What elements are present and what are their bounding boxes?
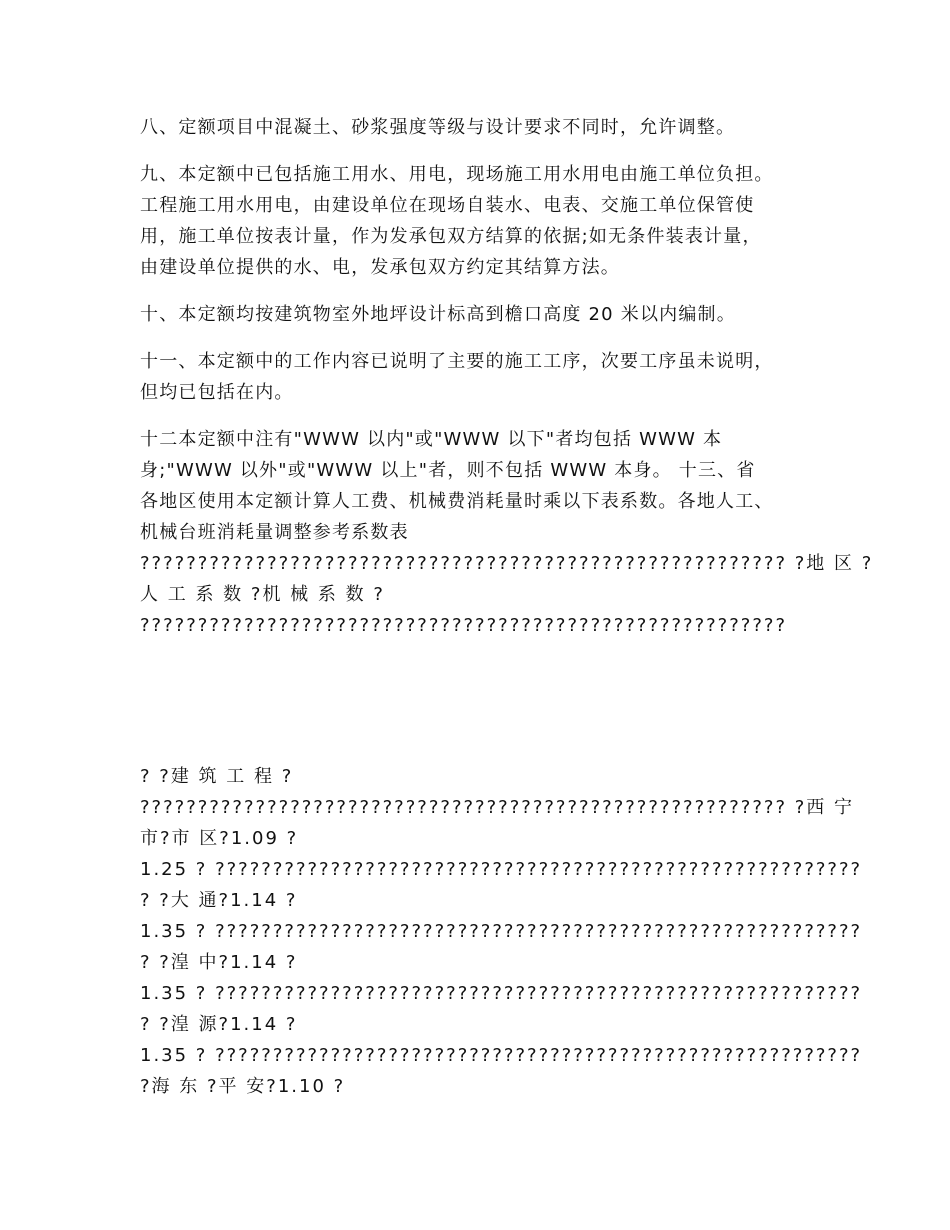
table-line: ???????????????????????????????????????????????????????? bbox=[140, 615, 788, 636]
table-line: ? ?建 筑 工 程 ? bbox=[140, 766, 294, 787]
table-line: 1.35 ? ???????????????????????????????????????????????????????? bbox=[140, 1045, 863, 1066]
table-line: 人 工 系 数 ?机 械 系 数 ? bbox=[140, 584, 385, 605]
table-line: 1.25 ? ???????????????????????????????????????????????????????? bbox=[140, 859, 863, 880]
table-line: 1.35 ? ???????????????????????????????????????????????????????? bbox=[140, 983, 863, 1004]
table-line: ? ?湟 源?1.14 ? bbox=[140, 1014, 298, 1035]
table-line: ???????????????????????????????????????????????????????? ?地 区 ? bbox=[140, 553, 874, 574]
table-line: ? ?湟 中?1.14 ? bbox=[140, 952, 298, 973]
clause-8: 八、定额项目中混凝土、砂浆强度等级与设计要求不同时，允许调整。 bbox=[140, 117, 736, 138]
clause-9: 九、本定额中已包括施工用水、用电，现场施工用水用电由施工单位负担。 工程施工用水用电，由建设单位在现场自装水、电表、交施工单位保管使 用，施工单位按表计量，作为发承包双方结算的依据;如无条件装表计量， 由建设单位提供的水、电，发承包双方约定其结算方法。 bbox=[140, 164, 774, 278]
table-line: ? ?大 通?1.14 ? bbox=[140, 890, 298, 911]
garbled-table-bottom bbox=[140, 761, 863, 1102]
garbled-table-top bbox=[140, 548, 874, 641]
clause-11: 十一、本定额中的工作内容已说明了主要的施工工序，次要工序虽未说明， 但均已包括在内。 bbox=[140, 351, 774, 403]
table-line: ?海 东 ?平 安?1.10 ? bbox=[140, 1076, 346, 1097]
document-page bbox=[140, 112, 874, 1102]
clause-10: 十、本定额均按建筑物室外地坪设计标高到檐口高度 20 米以内编制。 bbox=[140, 304, 736, 325]
clause-12: 十二本定额中注有"WWW 以内"或"WWW 以下"者均包括 WWW 本 身;"WWW 以外"或"WWW 以上"者，则不包括 WWW 本身。 十三、省 各地区使用本定额计算人工费、机械费消耗量时乘以下表系数。各地人工、 机械台班消耗量调整参考系数表 bbox=[140, 429, 774, 543]
table-line: 市?市 区?1.09 ? bbox=[140, 828, 299, 849]
table-line: ???????????????????????????????????????????????????????? ?西 宁 bbox=[140, 797, 855, 818]
table-line: 1.35 ? ???????????????????????????????????????????????????????? bbox=[140, 921, 863, 942]
blank-space bbox=[140, 641, 830, 761]
